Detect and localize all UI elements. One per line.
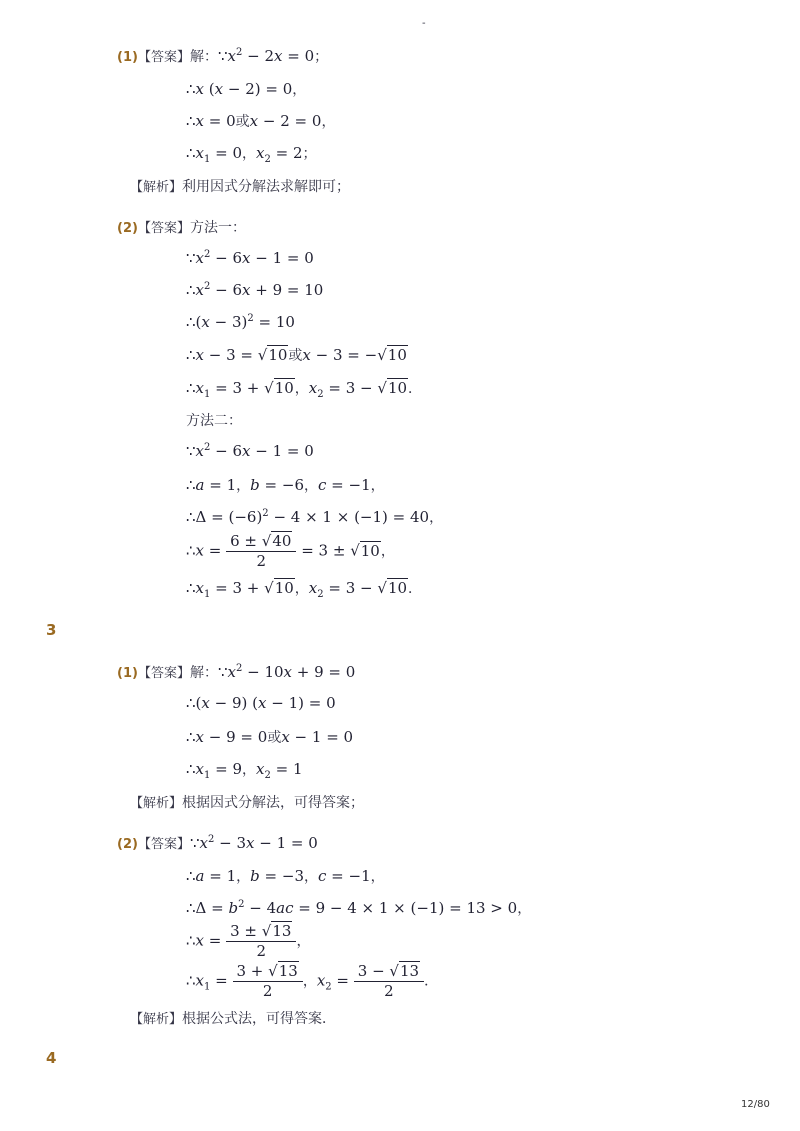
- answer-tag: 【答案】: [137, 666, 190, 681]
- equation: ∴(x − 9) (x − 1) = 0: [186, 694, 336, 712]
- section-number: 3: [46, 621, 57, 639]
- equation: $\because x^2 - 10x + 9 = 0$: [217, 663, 356, 681]
- equation: ∴x = $\frac{6 \pm √40}{2}$ = 3 ± √10，: [186, 532, 395, 570]
- q3-part2-analysis: [130, 1008, 336, 1028]
- solve-label: 解：: [189, 49, 218, 65]
- analysis-text: 利用因式分解法求解即可；: [182, 179, 351, 195]
- part-number: (1): [117, 666, 138, 681]
- equation: $\therefore x_1 = 3 + √10$，$x_2 = 3 - √10$．: [186, 579, 423, 600]
- equation: ∴x − 9 = 0或x − 1 = 0: [186, 728, 354, 746]
- equation: $\because x^2 - 6x - 1 = 0$: [186, 249, 314, 267]
- equation: ∴x = $\frac{3 \pm √13}{2}$ ，: [186, 922, 311, 960]
- analysis-tag: 【解析】: [130, 1012, 183, 1027]
- equation: $\therefore x_1 = 3 + √10$，$x_2 = 3 - √10$．: [186, 379, 423, 400]
- part-number: (2): [117, 221, 138, 236]
- equation: ∴x = 0或x − 2 = 0，: [186, 112, 336, 130]
- equation: ∴(x − 3)$^2$ = 10: [186, 313, 295, 331]
- equation: ∴a = 1，b = −6，c = −1，: [186, 476, 385, 494]
- method-label: 方法一：: [189, 220, 246, 236]
- header-mark: -: [422, 18, 426, 29]
- equation: $\therefore x_1 = 9$，$x_2 = 1$: [186, 760, 303, 781]
- q2-part2-answer-line: [117, 217, 246, 237]
- part-number: (1): [117, 50, 138, 65]
- equation: $\therefore x^2 - 6x + 9 = 10$: [186, 281, 324, 299]
- q2-part1-analysis: [130, 176, 350, 196]
- fraction: $\frac{3 + √13}{2}$: [233, 962, 303, 1001]
- fraction: $\frac{6 \pm √40}{2}$: [226, 532, 296, 571]
- section-number: 4: [46, 1049, 57, 1067]
- analysis-text: 根据公式法，可得答案．: [182, 1011, 337, 1027]
- solve-label: 解：: [189, 665, 218, 681]
- analysis-text: 根据因式分解法，可得答案；: [182, 795, 365, 811]
- equation: ∴x − 3 = √10或x − 3 = −√10: [186, 346, 407, 364]
- q3-part2-answer-line: [117, 833, 318, 852]
- equation: $\because x^2 - 3x - 1 = 0$: [189, 834, 318, 852]
- equation: ∴x (x − 2) = 0，: [186, 80, 307, 98]
- page-number: 12/80: [741, 1099, 770, 1110]
- equation: $\because x^2 - 6x - 1 = 0$: [186, 442, 314, 460]
- q3-part1-analysis: [130, 792, 364, 812]
- analysis-tag: 【解析】: [130, 180, 183, 195]
- fraction: $\frac{3 - √13}{2}$: [354, 962, 424, 1001]
- equation: $\therefore x_1 = 0$，$x_2 = 2$；: [186, 144, 317, 165]
- part-number: (2): [117, 837, 138, 852]
- answer-tag: 【答案】: [137, 50, 190, 65]
- answer-tag: 【答案】: [137, 837, 190, 852]
- q3-part1-answer-line: [117, 662, 355, 682]
- analysis-tag: 【解析】: [130, 796, 183, 811]
- equation: ∴Δ = $b^2 - 4ac = 9 - 4 \times 1 \times (-1) = 13 > 0$，: [186, 899, 532, 917]
- equation: ∴Δ = $(-6)^2 - 4 \times 1 \times (-1) = 40$，: [186, 508, 444, 526]
- equation: $\because x^2 - 2x = 0$: [217, 47, 315, 65]
- q2-part1-answer-line: (1)【答案】解：$\because x^2 - 2x = 0$；: [117, 47, 329, 65]
- answer-tag: 【答案】: [137, 221, 190, 236]
- equation: ∴a = 1，b = −3，c = −1，: [186, 867, 385, 885]
- fraction: $\frac{3 \pm √13}{2}$: [226, 922, 296, 961]
- equation: $\therefore x_1$ = $\frac{3 + √13}{2}$ ，$x_2$ = $\frac{3 - √13}{2}$ ．: [186, 962, 439, 1000]
- method-label: 方法二：: [186, 413, 242, 429]
